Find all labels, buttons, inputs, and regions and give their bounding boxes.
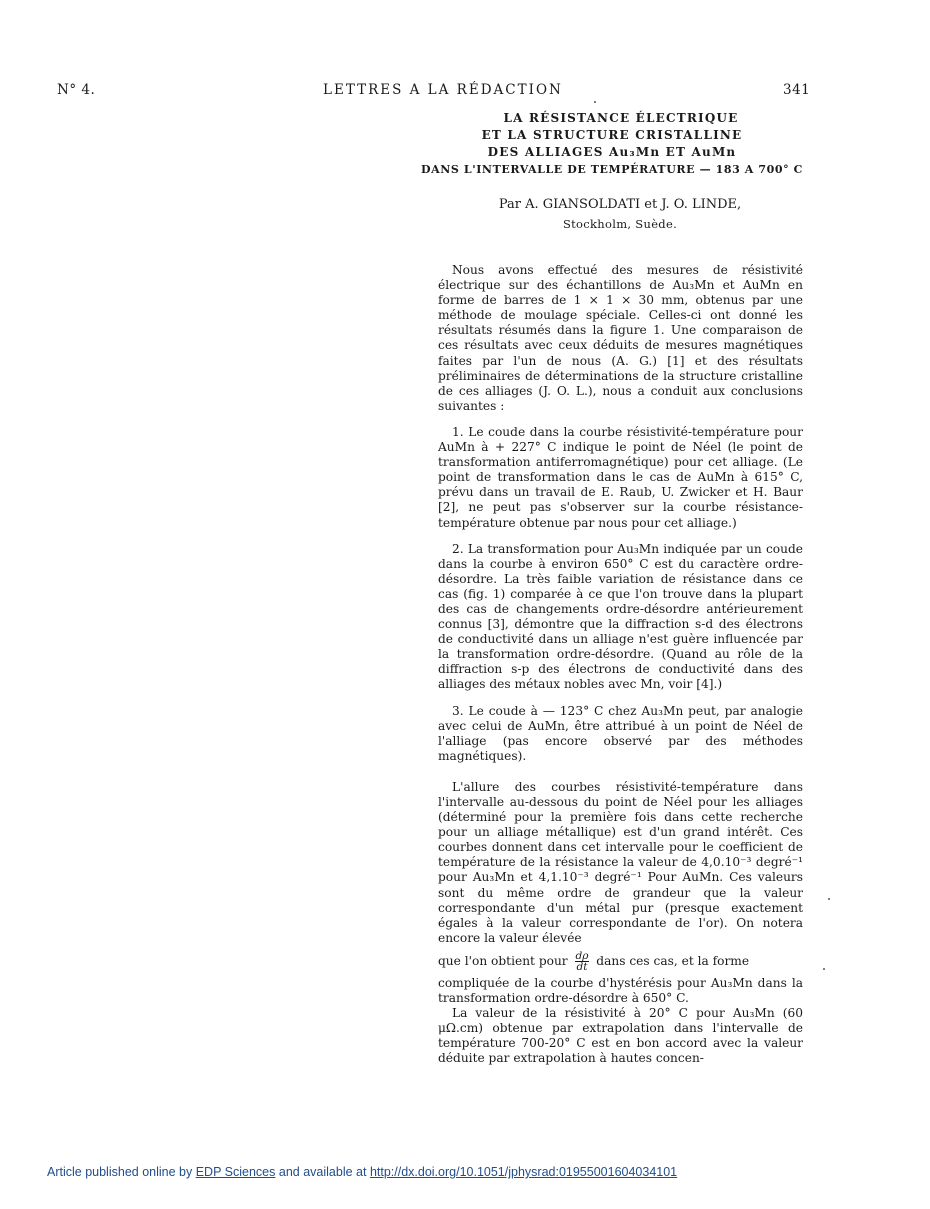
- paragraph-intro: Nous avons effectué des mesures de résistivité électrique sur des échantillons de Au₃Mn et AuMn en forme de barres de 1 × 1 × 30 mm, obtenus par une méthode de moulage spéciale. Celles-ci ont donné les résultats résumés dans la figure 1. Une comparaison de ces résultats avec ceux déduits de mesures magnétiques faites par l'un de nous (A. G.) [1] et des résultats préliminaires de déterminations de la structure cristalline de ces alliages (J. O. L.), nous a conduit aux conclusions suivantes :: [438, 263, 803, 413]
- paragraph-point-2: 2. La transformation pour Au₃Mn indiquée par un coude dans la courbe à environ 650° C est du caractère ordre-désordre. La très faible variation de résistance dans ce cas (fig. 1) comparée à ce que l'on trouve dans la plupart des cas de changements ordre-désordre antérieurement connus [3], démontre que la diffraction s-d des électrons de conductivité dans un alliage n'est guère influencée par la transformation ordre-désordre. (Quand au rôle de la diffraction s-p des électrons de conductivité dans des alliages des métaux nobles avec Mn, voir [4].): [438, 541, 803, 692]
- publication-footer: [47, 1165, 677, 1179]
- formula-suffix: dans ces cas, et la forme: [596, 953, 750, 968]
- section-header: LETTRES A LA RÉDACTION: [323, 82, 563, 98]
- fraction-numerator: dρ: [575, 949, 589, 962]
- author-line: Par A. GIANSOLDATI et J. O. LINDE,: [498, 197, 742, 212]
- paragraph-point-1: 1. Le coude dans la courbe résistivité-température pour AuMn à + 227° C indique le point de Néel (le point de transformation antiferromagnétique) pour cet alliage. (Le point de transformation dans le cas de AuMn à 615° C, prévu dans un travail de E. Raub, U. Zwicker et H. Baur [2], ne peut pas s'observer sur la courbe résistance-température obtenue par nous pour cet alliage.): [438, 424, 803, 530]
- paragraph-discussion: L'allure des courbes résistivité-température dans l'intervalle au-dessous du point de Néel pour les alliages (déterminé pour la première fois dans cette recherche pour un alliage métallique) est d'un grand intérêt. Ces courbes donnent dans cet intervalle pour le coefficient de température de la résistance la valeur de 4,0.10⁻³ degré⁻¹ pour Au₃Mn et 4,1.10⁻³ degré⁻¹ Pour AuMn. Ces valeurs sont du même ordre de grandeur que la valeur correspondante d'un métal pur (presque exactement égales à la valeur correspondante de l'or). On notera encore la valeur élevée: [438, 779, 803, 945]
- doi-link[interactable]: http://dx.doi.org/10.1051/jphysrad:01955001604034101: [369, 1165, 678, 1179]
- article-title: [420, 110, 804, 178]
- formula-line: [438, 946, 803, 976]
- title-line-4: DANS L'INTERVALLE DE TEMPÉRATURE — 183 A 700° C: [420, 163, 803, 176]
- article-body: [438, 263, 803, 1067]
- journal-issue-number: N° 4.: [57, 82, 96, 98]
- publisher-link[interactable]: EDP Sciences: [195, 1165, 276, 1179]
- fraction-denominator: dt: [576, 960, 588, 973]
- footer-middle: and available at: [278, 1165, 367, 1179]
- title-line-1: LA RÉSISTANCE ÉLECTRIQUE: [503, 111, 739, 125]
- derivative-fraction: [575, 951, 590, 972]
- scan-speck: [828, 898, 830, 900]
- scan-speck: [594, 101, 596, 103]
- paragraph-point-3: 3. Le coude à — 123° C chez Au₃Mn peut, par analogie avec celui de AuMn, être attribué à un point de Néel de l'alliage (pas encore observé par des méthodes magnétiques).: [438, 703, 803, 763]
- paragraph-resistivity: La valeur de la résistivité à 20° C pour Au₃Mn (60 μΩ.cm) obtenue par extrapolation dans l'intervalle de température 700-20° C est en bon accord avec la valeur déduite par extrapolation à hautes concen-: [438, 1006, 803, 1066]
- formula-prefix: que l'on obtient pour: [438, 953, 568, 968]
- scan-speck: [823, 968, 825, 970]
- title-line-3: DES ALLIAGES Au₃Mn ET AuMn: [487, 145, 737, 159]
- affiliation: Stockholm, Suède.: [562, 217, 678, 231]
- title-line-2: ET LA STRUCTURE CRISTALLINE: [481, 128, 743, 142]
- footer-prefix: Article published online by: [47, 1165, 193, 1179]
- page-number: 341: [783, 82, 811, 98]
- paragraph-discussion-end: compliquée de la courbe d'hystérésis pour Au₃Mn dans la transformation ordre-désordre à 650° C.: [438, 975, 803, 1006]
